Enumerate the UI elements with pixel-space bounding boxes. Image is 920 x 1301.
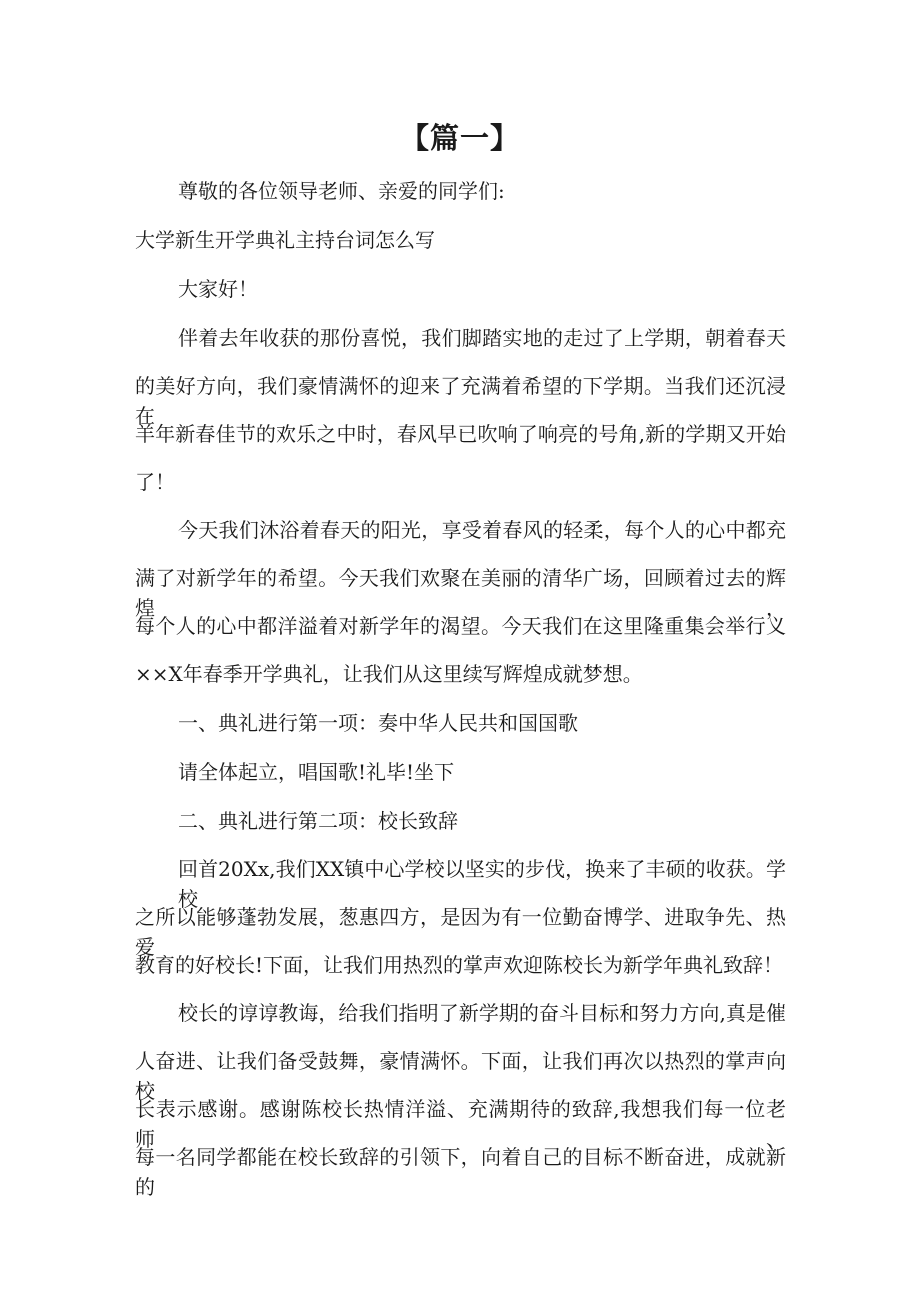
paragraph-line: 了！ bbox=[135, 470, 175, 494]
paragraph-line: 校长的谆谆教诲，给我们指明了新学期的奋斗目标和努力方向,真是催 bbox=[178, 1001, 786, 1025]
paragraph-line: 伴着去年收获的那份喜悦，我们脚踏实地的走过了上学期，朝着春天 bbox=[178, 326, 786, 350]
agenda-item-1: 一、典礼进行第一项：奏中华人民共和国国歌 bbox=[178, 711, 578, 735]
paragraph-line: 羊年新春佳节的欢乐之中时，春风早已吹响了响亮的号角,新的学期又开始 bbox=[135, 422, 786, 446]
section-title: 【篇一】 bbox=[399, 121, 520, 155]
paragraph-line: 今天我们沐浴着春天的阳光，享受着春风的轻柔，每个人的心中都充 bbox=[178, 518, 786, 542]
paragraph-line: 长表示感谢。感谢陈校长热情洋溢、充满期待的致辞,我想我们每一位老师、 bbox=[135, 1097, 786, 1151]
paragraph-line: 每个人的心中都洋溢着对新学年的渴望。今天我们在这里隆重集会举行义 bbox=[135, 614, 786, 638]
greeting-line: 大家好！ bbox=[178, 277, 258, 301]
heading-line: 大学新生开学典礼主持台词怎么写 bbox=[135, 228, 435, 252]
paragraph-line: 之所以能够蓬勃发展，葱惠四方，是因为有一位勤奋博学、进取争先、热爱 bbox=[135, 905, 786, 959]
paragraph-line: 满了对新学年的希望。今天我们欢聚在美丽的清华广场，回顾着过去的辉煌， bbox=[135, 566, 786, 620]
paragraph-line: 回首20Xx,我们XX镇中心学校以坚实的步伐，换来了丰硕的收获。学校 bbox=[178, 857, 786, 911]
paragraph-line: ××X年春季开学典礼，让我们从这里续写辉煌成就梦想。 bbox=[135, 662, 643, 686]
agenda-item-2: 二、典礼进行第二项：校长致辞 bbox=[178, 809, 458, 833]
paragraph-line: 的美好方向，我们豪情满怀的迎来了充满着希望的下学期。当我们还沉浸在 bbox=[135, 374, 786, 428]
paragraph-line: 人奋进、让我们备受鼓舞，豪情满怀。下面，让我们再次以热烈的掌声向校 bbox=[135, 1049, 786, 1103]
salutation-line: 尊敬的各位领导老师、亲爱的同学们: bbox=[178, 179, 505, 203]
paragraph-line: 教育的好校长!下面，让我们用热烈的掌声欢迎陈校长为新学年典礼致辞！ bbox=[135, 953, 784, 977]
paragraph-line: 每一名同学都能在校长致辞的引领下，向着自己的目标不断奋进，成就新的 bbox=[135, 1145, 786, 1199]
instruction-line: 请全体起立，唱国歌!礼毕!坐下 bbox=[178, 760, 455, 784]
